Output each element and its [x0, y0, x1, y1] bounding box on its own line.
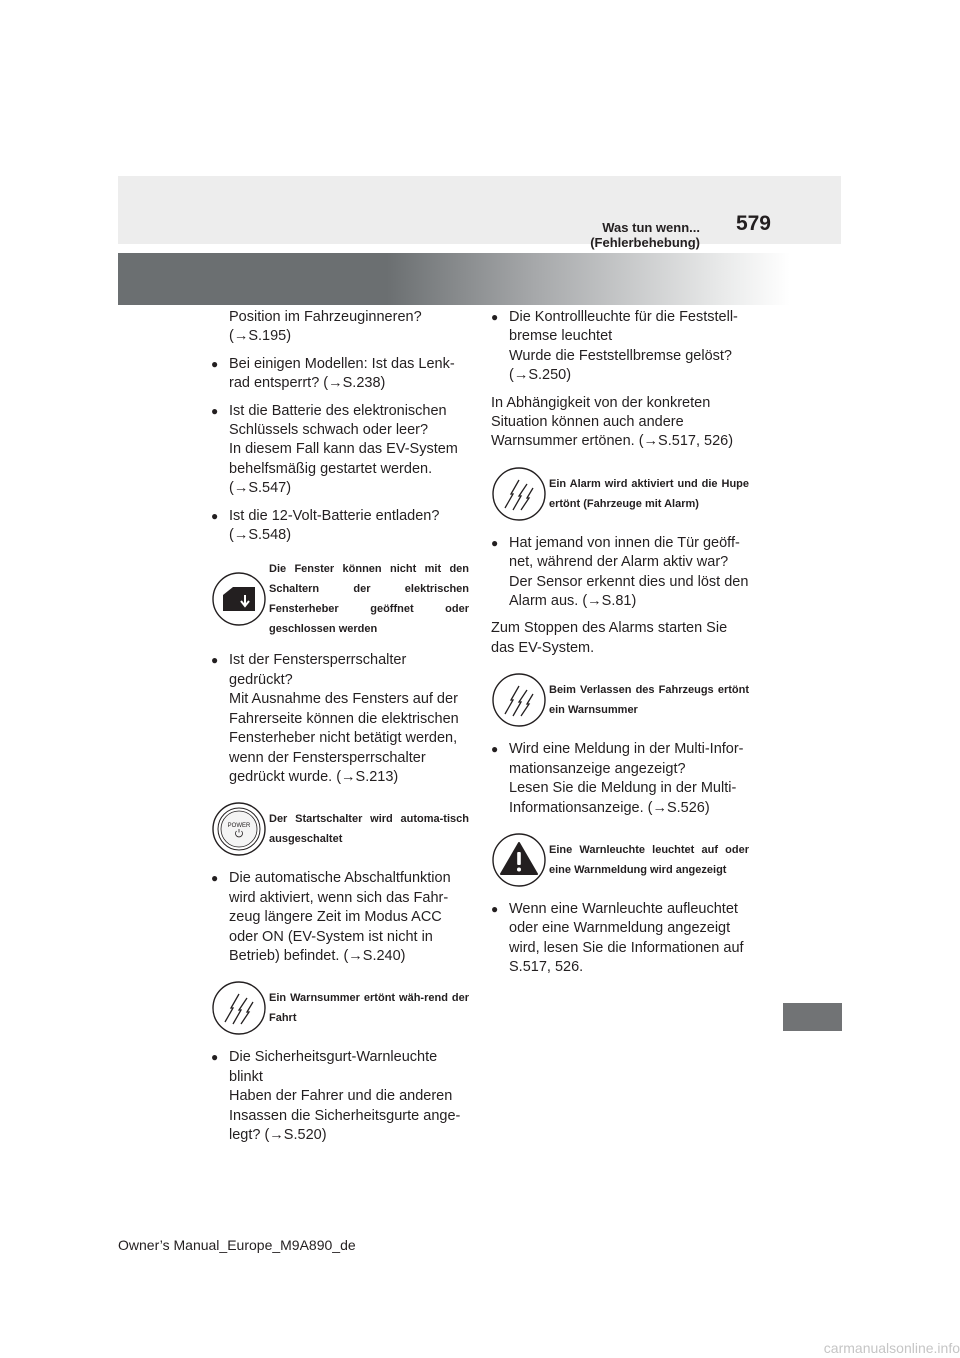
leaving-buzzer-icon	[491, 672, 547, 728]
power-switch-icon	[211, 801, 267, 857]
subheading-buzzer-driving	[211, 980, 469, 1036]
bullet-key-battery: ● Ist die Batterie des elektronischen Schlüssels schwach oder leer?	[211, 402, 469, 441]
right-column	[491, 308, 749, 986]
warning-triangle-icon	[491, 832, 547, 888]
subheading-warning-light-label: Eine Warnleuchte leuchtet auf oder eine Warnmeldung wird angezeigt	[549, 843, 749, 876]
chapter-side-tab	[783, 1003, 842, 1031]
paragraph-other-buzzers: In Abhängigkeit von der konkreten Situation können auch andere Warnsummer ertönen. (→S.517, 526)	[491, 394, 734, 450]
subheading-windows	[211, 559, 469, 639]
bullet-parking-brake: ● Die Kontrollleuchte für die Feststell-bremse leuchtet	[491, 308, 749, 347]
subheading-alarm	[491, 466, 749, 522]
buzzer-icon	[211, 980, 267, 1036]
subheading-power-off	[211, 801, 469, 857]
page-number: 579	[735, 212, 771, 235]
bullet-seatbelt: ● Die Sicherheitsgurt-Warnleuchte blinkt	[211, 1048, 469, 1087]
subheading-leaving-vehicle	[491, 672, 749, 728]
subheading-alarm-label: Ein Alarm wird aktiviert und die Hupe ertönt (Fahrzeuge mit Alarm)	[549, 477, 749, 510]
power-label: POWER	[227, 823, 251, 830]
subheading-windows-label: Die Fenster können nicht mit den Schaltern der elektrischen Fensterheber geöffnet oder geschlossen werden	[269, 563, 469, 636]
alarm-buzzer-icon	[491, 466, 547, 522]
subheading-warning-light	[491, 832, 749, 888]
bullet-warning-light-info: ● Wenn eine Warnleuchte aufleuchtet oder eine Warnmeldung angezeigt wird, lesen Sie die Informationen auf S.517, 526.	[491, 900, 749, 978]
bullet-multi-info-message: ● Wird eine Meldung in der Multi-Infor-mationsanzeige angezeigt?	[491, 740, 749, 779]
window-switch-icon	[211, 571, 267, 627]
bullet-door-opened: ● Hat jemand von innen die Tür geöff-net, während der Alarm aktiv war?	[491, 534, 749, 573]
bullet-continued-ref: (→S.195)	[229, 328, 292, 345]
bullet-seatbelt-text: Haben der Fahrer und die anderen Insassen die Sicherheitsgurte ange-legt? (→S.520)	[229, 1088, 461, 1143]
subheading-leaving-vehicle-label: Beim Verlassen des Fahrzeugs ertönt ein Warnsummer	[549, 684, 749, 717]
bullet-parking-brake-text: Wurde die Feststellbremse gelöst? (→S.250)	[509, 347, 732, 384]
header-band	[118, 176, 841, 244]
watermark: carmanualsonline.info	[823, 1340, 960, 1356]
bullet-steering-lock: ● Bei einigen Modellen: Ist das Lenk-rad entsperrt? (→S.238)	[211, 355, 469, 394]
left-column	[211, 308, 469, 1153]
bullet-door-opened-text: Der Sensor erkennt dies und löst den Alarm aus. (→S.81)	[509, 573, 749, 610]
subheading-buzzer-driving-label: Ein Warnsummer ertönt wäh-rend der Fahrt	[269, 992, 469, 1025]
chapter-title: Was tun wenn... (Fehlerbehebung)	[590, 220, 700, 250]
bullet-12v-battery: ● Ist die 12-Volt-Batterie entladen? (→S.548)	[211, 507, 469, 546]
bullet-window-lock-text: Mit Ausnahme des Fensters auf der Fahrerseite können die elektrischen Fensterheber nicht betätigt werden, wenn der Fenstersperrschalter gedrückt wurde. (→S.213)	[229, 691, 459, 785]
bullet-continued: Position im Fahrzeuginneren?	[229, 309, 422, 325]
bullet-auto-off: ● Die automatische Abschaltfunktion wird aktiviert, wenn sich das Fahr-zeug längere Zeit im Modus ACC oder ON (EV-System ist nicht in Betrieb) befindet. (→S.240)	[211, 869, 469, 966]
bullet-key-battery-text: In diesem Fall kann das EV-System behelfsmäßig gestartet werden. (→S.547)	[229, 441, 458, 497]
bullet-window-lock: ● Ist der Fenstersperrschalter gedrückt?	[211, 651, 469, 690]
footer-manual-id: Owner’s Manual_Europe_M9A890_de	[118, 1237, 356, 1253]
section-banner	[118, 253, 790, 305]
subheading-power-off-label: Der Startschalter wird automa-tisch ausgeschaltet	[269, 813, 469, 846]
bullet-multi-info-message-text: Lesen Sie die Meldung in der Multi-Informationsanzeige. (→S.526)	[509, 780, 737, 816]
paragraph-stop-alarm: Zum Stoppen des Alarms starten Sie das EV-System.	[491, 620, 728, 656]
